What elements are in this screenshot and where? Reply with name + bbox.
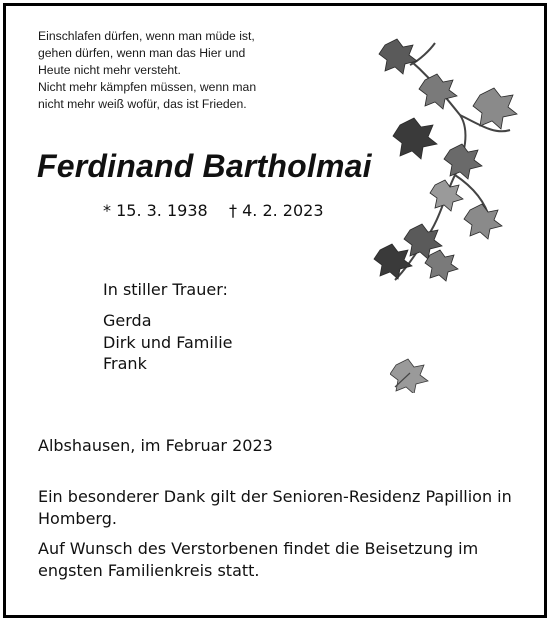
mourners-list [103,310,233,375]
mourner-name: Frank [103,354,147,373]
poem-line: Nicht mehr kämpfen müssen, wenn man [38,80,257,94]
poem-line: Heute nicht mehr versteht. [38,63,181,77]
poem-line: nicht mehr weiß wofür, das ist Frieden. [38,97,247,111]
mourner-name: Gerda [103,311,152,330]
ivy-branch-icon [370,35,540,295]
death-date: † 4. 2. 2023 [229,201,324,220]
thanks-paragraph [38,486,518,529]
poem-line: Einschlafen dürfen, wenn man müde ist, [38,29,255,43]
mourner-name: Dirk und Familie [103,332,233,352]
poem [38,28,308,113]
mourners-heading: In stiller Trauer: [103,280,228,299]
place-and-date: Albshausen, im Februar 2023 [38,436,273,455]
thanks-line: Homberg. [38,508,117,528]
ivy-leaf-icon [390,355,432,393]
birth-date: * 15. 3. 1938 [103,201,208,220]
funeral-line: Auf Wunsch des Verstorbenen findet die Beisetzung im [38,539,479,558]
poem-line: gehen dürfen, wenn man das Hier und [38,46,246,60]
thanks-line: Ein besonderer Dank gilt der Senioren-Residenz Papillion in [38,487,512,506]
funeral-line: engsten Familienkreis statt. [38,560,260,580]
funeral-paragraph [38,538,518,581]
deceased-name: Ferdinand Bartholmai [37,148,372,184]
